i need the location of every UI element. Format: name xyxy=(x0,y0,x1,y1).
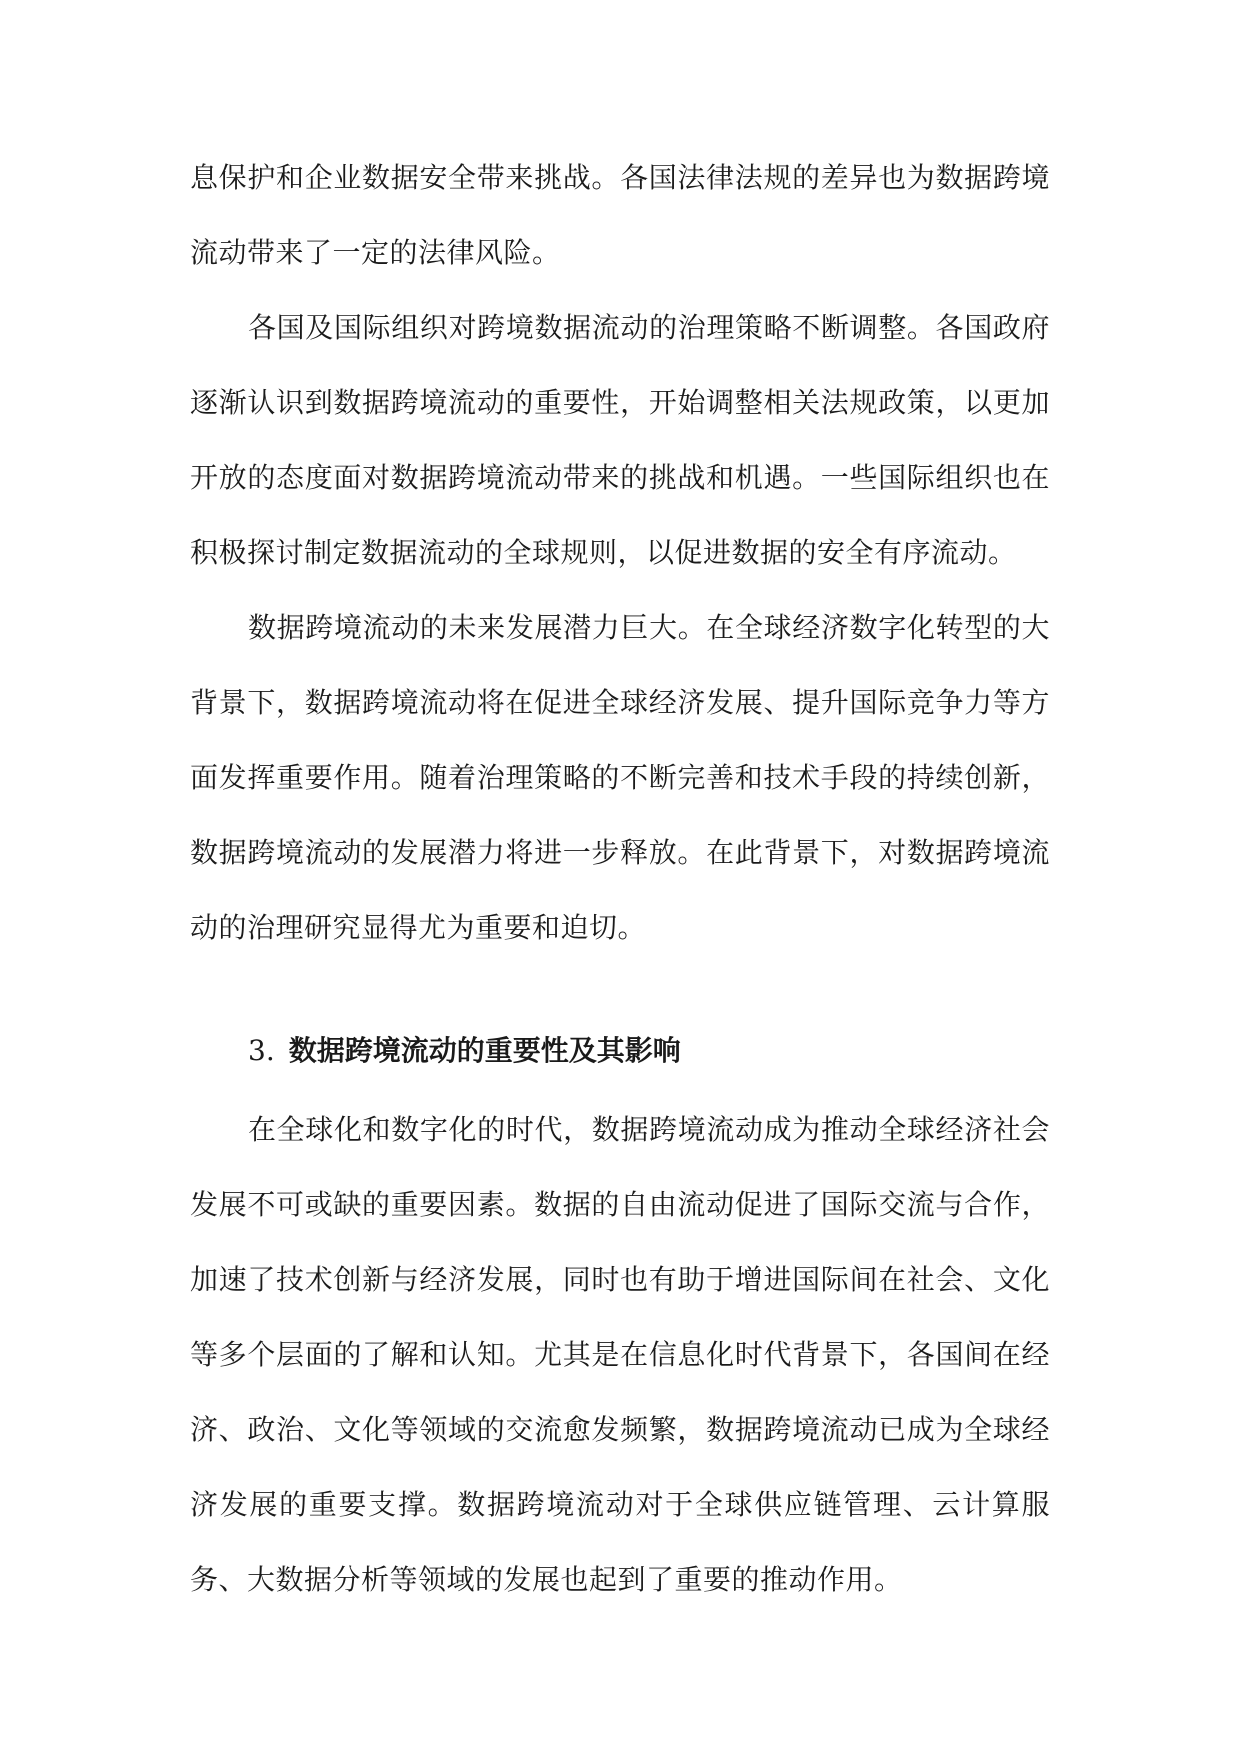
paragraph-continuation: 息保护和企业数据安全带来挑战。各国法律法规的差异也为数据跨境流动带来了一定的法律风险。 xyxy=(190,161,1050,269)
paragraph-importance: 在全球化和数字化的时代，数据跨境流动成为推动全球经济社会发展不可或缺的重要因素。数据的自由流动促进了国际交流与合作，加速了技术创新与经济发展，同时也有助于增进国际间在社会、文化等多个层面的了解和认知。尤其是在信息化时代背景下，各国间在经济、政治、文化等领域的交流愈发频繁，数据跨境流动已成为全球经济发展的重要支撑。数据跨境流动对于全球供应链管理、云计算服务、大数据分析等领域的发展也起到了重要的推动作用。 xyxy=(190,1113,1050,1596)
section-heading xyxy=(190,1013,1050,1088)
document-body xyxy=(190,140,1050,1617)
section-number: 3. xyxy=(248,1034,275,1067)
paragraph-future-potential: 数据跨境流动的未来发展潜力巨大。在全球经济数字化转型的大背景下，数据跨境流动将在促进全球经济发展、提升国际竞争力等方面发挥重要作用。随着治理策略的不断完善和技术手段的持续创新，数据跨境流动的发展潜力将进一步释放。在此背景下，对数据跨境流动的治理研究显得尤为重要和迫切。 xyxy=(190,611,1050,944)
section-title: 数据跨境流动的重要性及其影响 xyxy=(288,1034,681,1067)
paragraph-governance-strategies: 各国及国际组织对跨境数据流动的治理策略不断调整。各国政府逐渐认识到数据跨境流动的重要性，开始调整相关法规政策，以更加开放的态度面对数据跨境流动带来的挑战和机遇。一些国际组织也在积极探讨制定数据流动的全球规则，以促进数据的安全有序流动。 xyxy=(190,311,1050,569)
